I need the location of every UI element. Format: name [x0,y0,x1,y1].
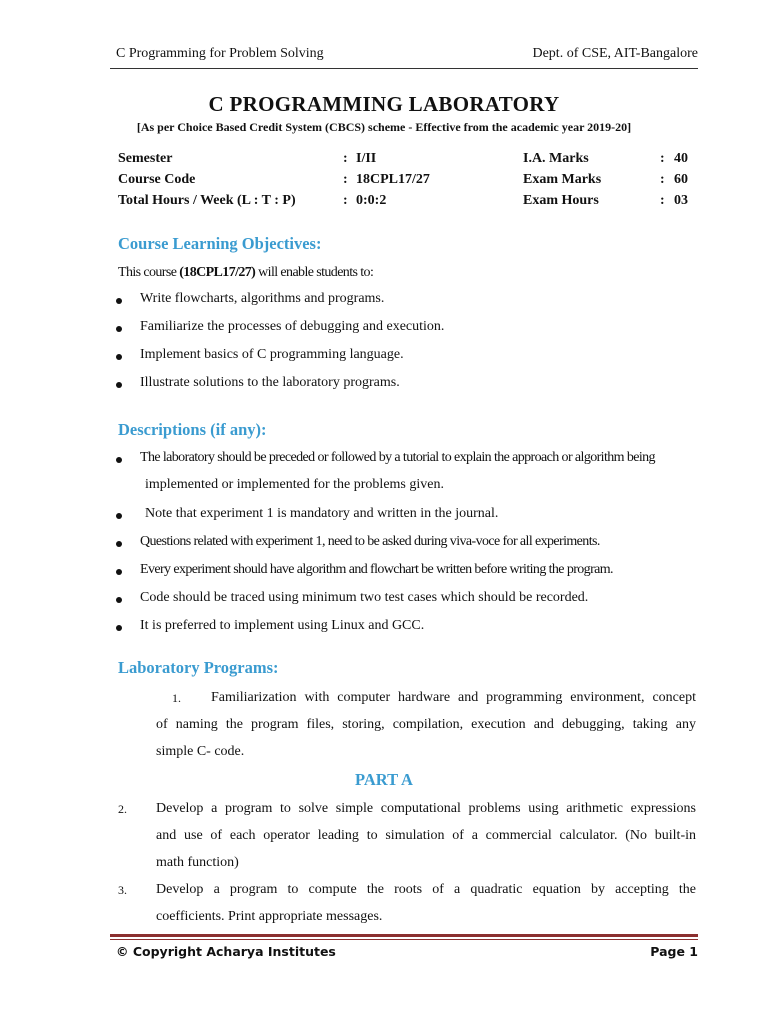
header-divider [110,68,698,69]
total-hours-value: 0:0:2 [356,193,387,208]
objective-item: Illustrate solutions to the laboratory programs. [140,375,400,390]
exam-marks-value: 60 [674,172,688,187]
program-2-line-3: math function) [156,855,239,870]
bullet-icon [116,382,122,388]
program-1-line-2-text: of naming the program files, storing, compilation, execution and debugging, taking any [156,717,696,732]
semester-label: Semester [118,151,173,166]
exam-hours-value: 03 [674,193,688,208]
objectives-intro-pre: This course [118,265,180,280]
course-code-sep: : [343,172,348,187]
description-item-6: It is preferred to implement using Linux and GCC. [140,618,425,633]
lab-programs-heading: Laboratory Programs: [118,658,279,677]
bullet-icon [116,597,122,603]
bullet-icon [116,457,122,463]
program-1-number: 1. [172,691,181,705]
program-1-line-1 [211,690,696,706]
footer-page-number: Page 1 [650,944,698,959]
course-code-value: 18CPL17/27 [356,172,430,187]
program-1-line-1-text: Familiarization with computer hardware and programming environment, concept [211,690,696,705]
program-2-number: 2. [118,802,127,816]
objectives-intro [118,265,373,281]
ia-marks-sep: : [660,151,665,166]
program-1-line-3: simple C- code. [156,744,245,759]
program-3-line-1 [156,882,696,898]
bullet-icon [116,569,122,575]
exam-marks-label: Exam Marks [523,172,602,187]
program-2-line-1 [156,801,696,817]
bullet-icon [116,354,122,360]
semester-sep: : [343,151,348,166]
bullet-icon [116,625,122,631]
program-2-line-2 [156,828,696,844]
description-item-4: Every experiment should have algorithm and flowchart be written before writing the program. [140,562,613,577]
program-3-line-1-text: Develop a program to compute the roots of a quadratic equation by accepting the [156,882,696,897]
course-code-label: Course Code [118,172,196,187]
description-item-2: Note that experiment 1 is mandatory and written in the journal. [145,506,499,521]
description-item-5: Code should be traced using minimum two test cases which should be recorded. [140,590,589,605]
semester-value: I/II [356,151,377,166]
description-item-3: Questions related with experiment 1, need to be asked during viva-voce for all experiments. [140,534,600,549]
description-item-1-cont: implemented or implemented for the problems given. [145,477,444,492]
header-left: C Programming for Problem Solving [116,46,324,61]
ia-marks-value: 40 [674,151,688,166]
objective-item: Familiarize the processes of debugging and execution. [140,319,445,334]
total-hours-sep: : [343,193,348,208]
description-item-1: The laboratory should be preceded or followed by a tutorial to explain the approach or algorithm being [140,450,655,465]
bullet-icon [116,513,122,519]
bullet-icon [116,541,122,547]
descriptions-heading: Descriptions (if any): [118,420,267,439]
objective-item: Write flowcharts, algorithms and programs. [140,291,385,306]
program-3-number: 3. [118,883,127,897]
footer-divider-thick [110,934,698,937]
footer-divider-thin [110,939,698,940]
total-hours-label: Total Hours / Week (L : T : P) [118,193,296,208]
bullet-icon [116,298,122,304]
program-2-line-1-text: Develop a program to solve simple computational problems using arithmetic expressions [156,801,696,816]
bullet-icon [116,326,122,332]
objectives-heading: Course Learning Objectives: [118,234,322,253]
program-3-line-2: coefficients. Print appropriate messages. [156,909,383,924]
objective-item: Implement basics of C programming language. [140,347,404,362]
program-2-line-2-text: and use of each operator leading to simulation of a commercial calculator. (No built-in [156,828,696,843]
exam-hours-label: Exam Hours [523,193,599,208]
exam-hours-sep: : [660,193,665,208]
part-a-heading: PART A [355,770,413,789]
objectives-intro-post: will enable students to: [255,265,374,280]
footer-copyright: © Copyright Acharya Institutes [116,944,336,959]
page-subtitle: [As per Choice Based Credit System (CBCS) scheme - Effective from the academic year 2019-20] [136,120,632,134]
ia-marks-label: I.A. Marks [523,151,589,166]
program-1-line-2 [156,717,696,733]
header-right: Dept. of CSE, AIT-Bangalore [532,46,698,61]
exam-marks-sep: : [660,172,665,187]
page-title: C PROGRAMMING LABORATORY [208,92,560,116]
objectives-intro-code: (18CPL17/27) [179,265,256,280]
